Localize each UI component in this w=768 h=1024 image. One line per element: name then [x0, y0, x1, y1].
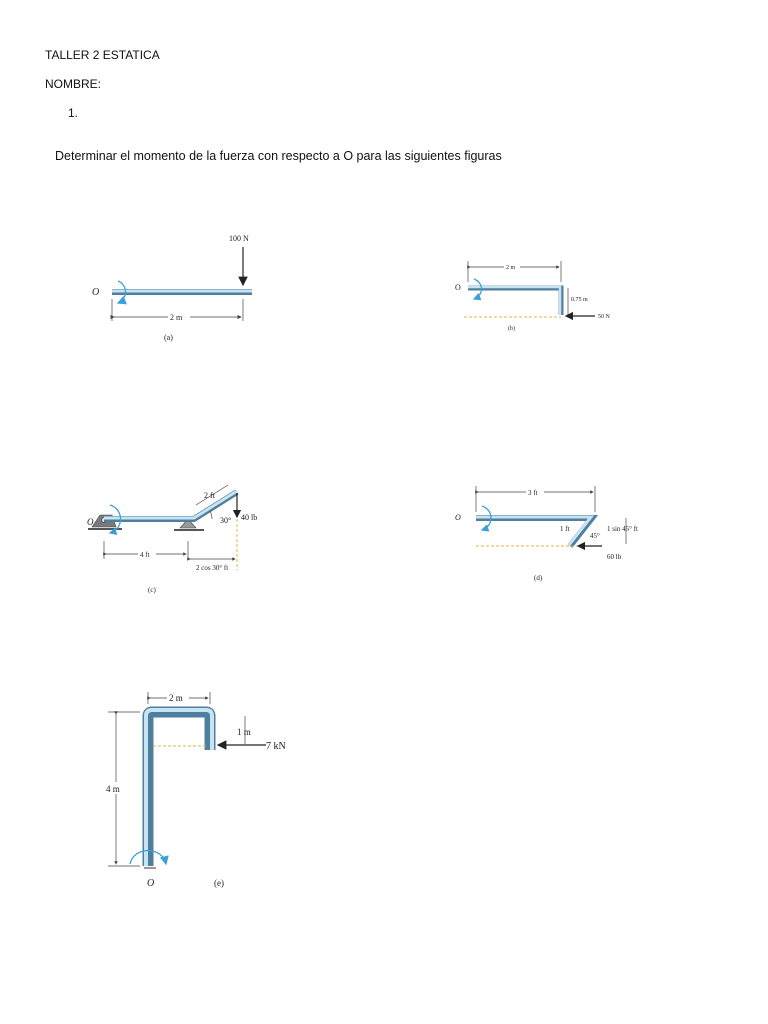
name-label: NOMBRE:: [45, 77, 102, 91]
beam-highlight: [476, 517, 591, 545]
drop-label: 1 sin 45° ft: [607, 525, 638, 533]
figure-a: [80, 225, 280, 355]
height-label: 0.75 m: [571, 297, 588, 303]
figure-caption: (b): [508, 326, 515, 332]
projection-label: 2 cos 30° ft: [196, 564, 229, 572]
beam: [468, 288, 561, 315]
beam: [104, 492, 237, 519]
figure-caption: (e): [214, 878, 224, 888]
force-label: 7 kN: [266, 741, 286, 752]
drop-label: 1 m: [237, 727, 251, 737]
width-label: 2 m: [169, 693, 183, 703]
length-label: 3 ft: [528, 489, 538, 497]
bend-length-label: 1 ft: [560, 525, 570, 533]
figure-caption: (c): [148, 586, 156, 594]
origin-label: O: [455, 513, 461, 522]
angle-label: 45°: [590, 532, 600, 540]
force-label: 50 N: [598, 314, 610, 320]
length-label: 2 m: [506, 265, 516, 271]
figure-b: [450, 255, 630, 365]
force-label: 60 lb: [607, 553, 622, 561]
beam-highlight: [146, 710, 212, 866]
figure-caption: (d): [534, 574, 543, 582]
item-number: 1.: [68, 106, 79, 120]
origin-label: O: [455, 283, 461, 292]
beam: [148, 712, 210, 866]
beam-highlight: [104, 491, 237, 518]
beam: [476, 518, 592, 546]
origin-label: O: [147, 878, 155, 889]
height-label: 4 m: [106, 784, 120, 794]
angle-arc: [210, 511, 212, 519]
length-label: 4 ft: [140, 551, 150, 559]
figure-c: [80, 475, 280, 600]
figure-e: [100, 688, 310, 893]
origin-label: O: [92, 287, 100, 298]
document-title: TALLER 2 ESTATICA: [45, 48, 160, 62]
figure-d: [450, 480, 670, 590]
angle-label: 30°: [220, 516, 232, 525]
force-label: 100 N: [229, 234, 249, 243]
force-label: 40 lb: [241, 513, 258, 522]
incline-length-label: 2 ft: [204, 491, 215, 500]
figure-caption: (a): [164, 333, 173, 342]
length-label: 2 m: [170, 313, 183, 322]
origin-label: O: [87, 517, 94, 527]
instructions-text: Determinar el momento de la fuerza con respecto a O para las siguientes figuras: [55, 149, 502, 163]
